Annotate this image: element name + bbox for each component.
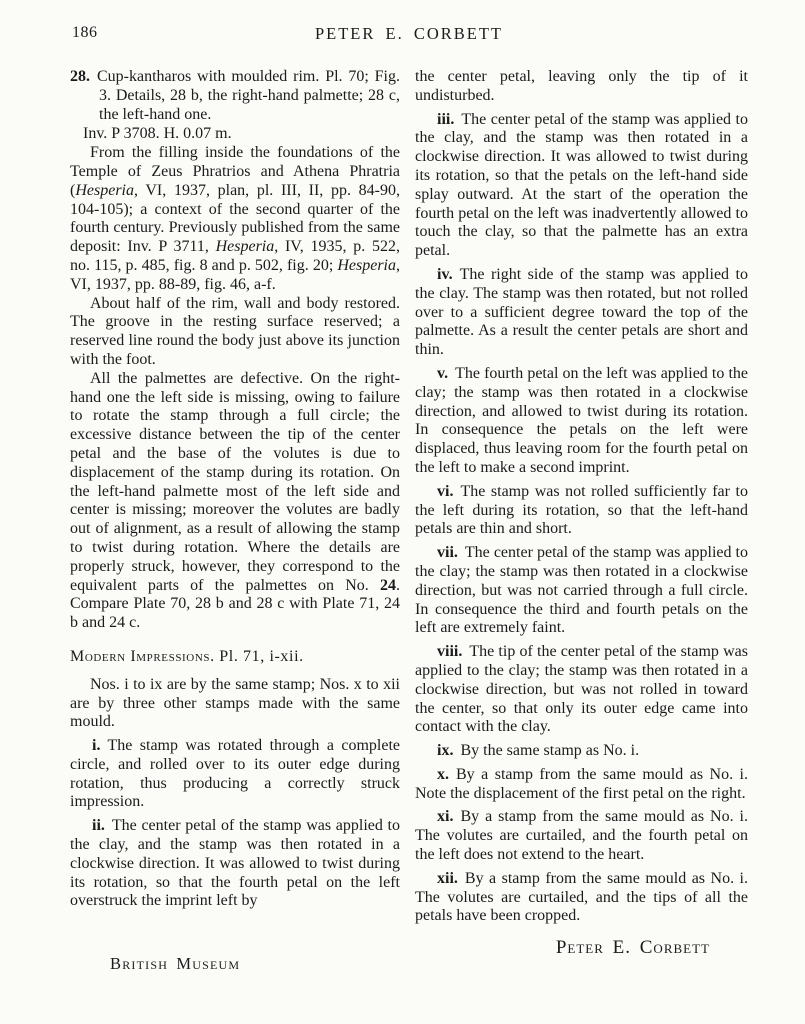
left-column: [70, 68, 400, 974]
impression-item-i: [70, 737, 400, 812]
impression-item-xii: [415, 870, 748, 926]
item-text: The center petal of the stamp was applied to the clay; the stamp was then rotated in a clockwise direction, but was not carried through a full circle. In consequence the third and fourth petals on the left are extremely faint.: [415, 544, 748, 637]
catalog-entry: [70, 68, 400, 124]
impression-item-iv: [415, 266, 748, 360]
item-text: By a stamp from the same mould as No. i. The volutes are curtailed, and the fourth petal on the left does not extend to the heart.: [415, 808, 748, 864]
restoration-paragraph: About half of the rim, wall and body restored. The groove in the resting surface reserved; a reserved line round the body just above its junction with the foot.: [70, 294, 400, 368]
item-text: The center petal of the stamp was applied to the clay, and the stamp was then rotated in a clockwise direction. It was allowed to twist during its rotation, so that the fourth petal on the left overstruck the imprint left by: [70, 817, 400, 910]
impression-item-vii: [415, 544, 748, 638]
item-text: The fourth petal on the left was applied to the clay; the stamp was then rotated in a clockwise direction, and allowed to twist during its rotation. In consequence the petals on the left were displaced, thus leaving room for the fourth petal on the left to make a second imprint.: [415, 364, 748, 476]
item-marker: iii.: [437, 110, 455, 128]
item-text: By a stamp from the same mould as No. i. The volutes are curtailed, and the tips of all the petals have been cropped.: [415, 869, 748, 925]
item-marker: x.: [437, 765, 449, 783]
impression-item-v: [415, 365, 748, 478]
page-number: 186: [72, 24, 98, 41]
impression-item-ix: [415, 742, 748, 761]
impressions-intro: Nos. i to ix are by the same stamp; Nos. x to xii are by three other stamps made with the same mould.: [70, 675, 400, 731]
item-marker: vi.: [437, 482, 454, 500]
item-marker: i.: [92, 737, 101, 755]
item-text: The tip of the center petal of the stamp was applied to the clay; the stamp was then rotated in a clockwise direction, but was not rolled in toward the center, so that only its outer edge came into contact with the clay.: [415, 643, 748, 736]
item-marker: ii.: [92, 817, 105, 835]
text-columns: [70, 68, 748, 974]
impression-item-viii: [415, 643, 748, 737]
entry-number: 28.: [70, 68, 90, 85]
item-text: By the same stamp as No. i.: [460, 742, 640, 760]
entry-text: Cup-kantharos with moulded rim. Pl. 70; Fig. 3. Details, 28 b, the right-hand palmette; 28 c, the left-hand one.: [97, 68, 400, 123]
item-text: The right side of the stamp was applied to the clay. The stamp was then rotated, but not rolled over to a sufficient degree toward the top of the palmette. As a result the center petals are short and thin.: [415, 265, 748, 359]
impression-item-x: [415, 766, 748, 804]
right-column: [415, 68, 748, 974]
inventory-line: Inv. P 3708. H. 0.07 m.: [83, 125, 232, 143]
item-marker: viii.: [437, 643, 463, 661]
author-signature: Peter E. Corbett: [555, 937, 710, 959]
page-header: [70, 24, 748, 46]
section-heading-modern-impressions: Modern Impressions. Pl. 71, i-xii.: [70, 647, 304, 665]
item-text: The stamp was not rolled sufficiently far to the left during its rotation, so that the left-hand petals are thin and short.: [415, 482, 748, 538]
item-text: By a stamp from the same mould as No. i. Note the displacement of the first petal on the right.: [415, 765, 748, 802]
item-text: The stamp was rotated through a complete circle, and rolled over to its outer edge during rotation, thus producing a correctly struck impression.: [70, 737, 400, 811]
impression-item-xi: [415, 808, 748, 864]
item-marker: ix.: [437, 742, 454, 760]
impression-item-iii: [415, 111, 748, 261]
item-marker: xii.: [437, 869, 458, 887]
item-marker: xi.: [437, 808, 454, 826]
item-marker: vii.: [437, 544, 458, 562]
item-marker: iv.: [437, 265, 453, 283]
institution-line: British Museum: [110, 954, 241, 974]
impression-item-ii: [70, 817, 400, 911]
palmettes-paragraph: All the palmettes are defective. On the right-hand one the left side is missing, owing to failure to rotate the stamp through a full circle; the excessive distance between the tip of the center petal and the base of the volutes is due to displacement of the stamp during its rotation. On the left-hand palmette most of the left side and center is missing; moreover the volutes are badly out of alignment, as a result of allowing the stamp to twist during rotation. Where the details are properly struck, however, they correspond to the equivalent parts of the palmettes on No. 24. Compare Plate 70, 28 b and 28 c with Plate 71, 24 b and 24 c.: [70, 369, 400, 632]
continuation-paragraph: the center petal, leaving only the tip of it undisturbed.: [415, 68, 748, 104]
item-marker: v.: [437, 364, 449, 382]
impression-item-vi: [415, 483, 748, 539]
running-head: PETER E. CORBETT: [314, 24, 504, 43]
provenance-paragraph: From the filling inside the foundations of the Temple of Zeus Phratrios and Athena Phratria (Hesperia, VI, 1937, plan, pl. III, II, pp. 84-90, 104-105); a context of the second quarter of the fourth century. Previously published from the same deposit: Inv. P 3711, Hesperia, IV, 1935, p. 522, no. 115, p. 485, fig. 8 and p. 502, fig. 20; Hesperia, VI, 1937, pp. 88-89, fig. 46, a-f.: [70, 144, 400, 293]
item-text: The center petal of the stamp was applied to the clay, and the stamp was then rotated in a clockwise direction. It was allowed to twist during its rotation, so that the petals on the left-hand side splay outward. At the start of the operation the fourth petal on the left was inadvertently allowed to touch the clay, so that the palmette has an extra petal.: [415, 110, 748, 260]
